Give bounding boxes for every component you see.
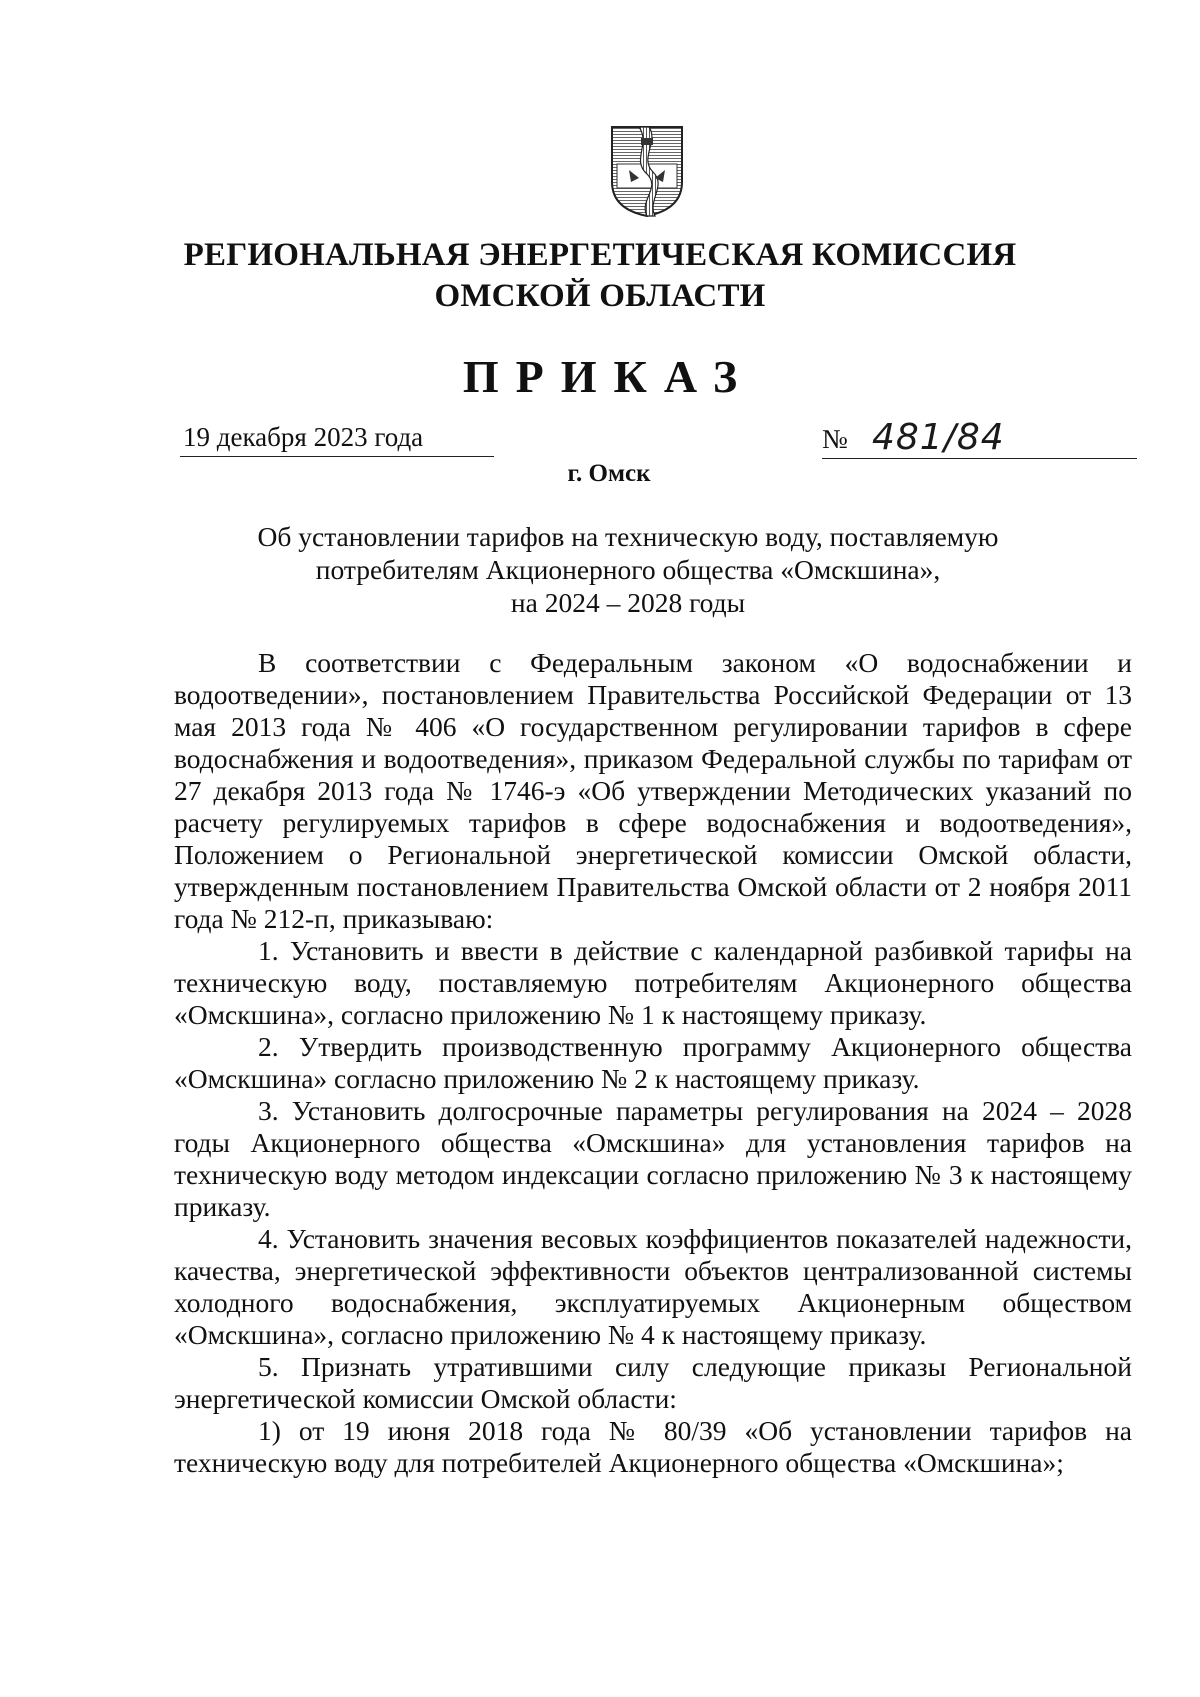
document-type-title: ПРИКАЗ [462,351,755,402]
order-date: 19 декабря 2023 года [183,422,424,452]
subject-line: Об установлении тарифов на техническую воду, поставляемую [257,521,999,552]
preamble-paragraph: В соответствии с Федеральным законом «О водоснабжении и водоотведении», постановлением Правительства Российской Федерации от 13 мая 2013 года № 406 «О государственном регулировании тарифов в сфере водоснабжения и водоотведения», приказом Федеральной службы по тарифам от 27 декабря 2013 года № 1746-э «Об утверждении Методических указаний по расчету регулируемых тарифов в сфере водоснабжения и водоотведения», Положением о Региональной энергетической комиссии Омской области, утвержденным постановлением Правительства Омской области от 2 ноября 2011 года № 212-п, приказываю: [174,647,1132,934]
clause-3: 3. Установить долгосрочные параметры регулирования на 2024 – 2028 годы Акционерного общества «Омскшина» для установления тарифов на техническую воду методом индексации согласно приложению № 3 к настоящему приказу. [174,1095,1132,1222]
clause-2: 2. Утвердить производственную программу Акционерного общества «Омскшина» согласно приложению № 2 к настоящему приказу. [174,1031,1132,1094]
clause-5-item-1: 1) от 19 июня 2018 года № 80/39 «Об установлении тарифов на техническую воду для потребителей Акционерного общества «Омскшина»; [174,1415,1132,1478]
order-subject [0,520,1200,619]
clause-5: 5. Признать утратившими силу следующие приказы Региональной энергетической комиссии Омской области: [174,1351,1132,1414]
number-sign: № [822,424,848,454]
order-number-field [822,418,1137,459]
organization-name-line-2: ОМСКОЙ ОБЛАСТИ [434,278,766,314]
order-number-handwritten: 481/84 [872,417,1005,458]
order-date-field [180,422,494,457]
coat-of-arms-icon [609,124,685,219]
subject-line: на 2024 – 2028 годы [510,587,746,618]
subject-line: потребителям Акционерного общества «Омскшина», [315,554,941,585]
clause-1: 1. Установить и ввести в действие с календарной разбивкой тарифы на техническую воду, поставляемую потребителям Акционерного общества «Омскшина», согласно приложению № 1 к настоящему приказу. [174,935,1132,1030]
clause-4: 4. Установить значения весовых коэффициентов показателей надежности, качества, энергетической эффективности объектов централизованной системы холодного водоснабжения, эксплуатируемых Акционерным обществом «Омскшина», согласно приложению № 4 к настоящему приказу. [174,1223,1132,1350]
organization-name-line-1: РЕГИОНАЛЬНАЯ ЭНЕРГЕТИЧЕСКАЯ КОМИССИЯ [183,237,1017,273]
order-body [174,647,1132,1479]
city-label: г. Омск [567,460,651,487]
